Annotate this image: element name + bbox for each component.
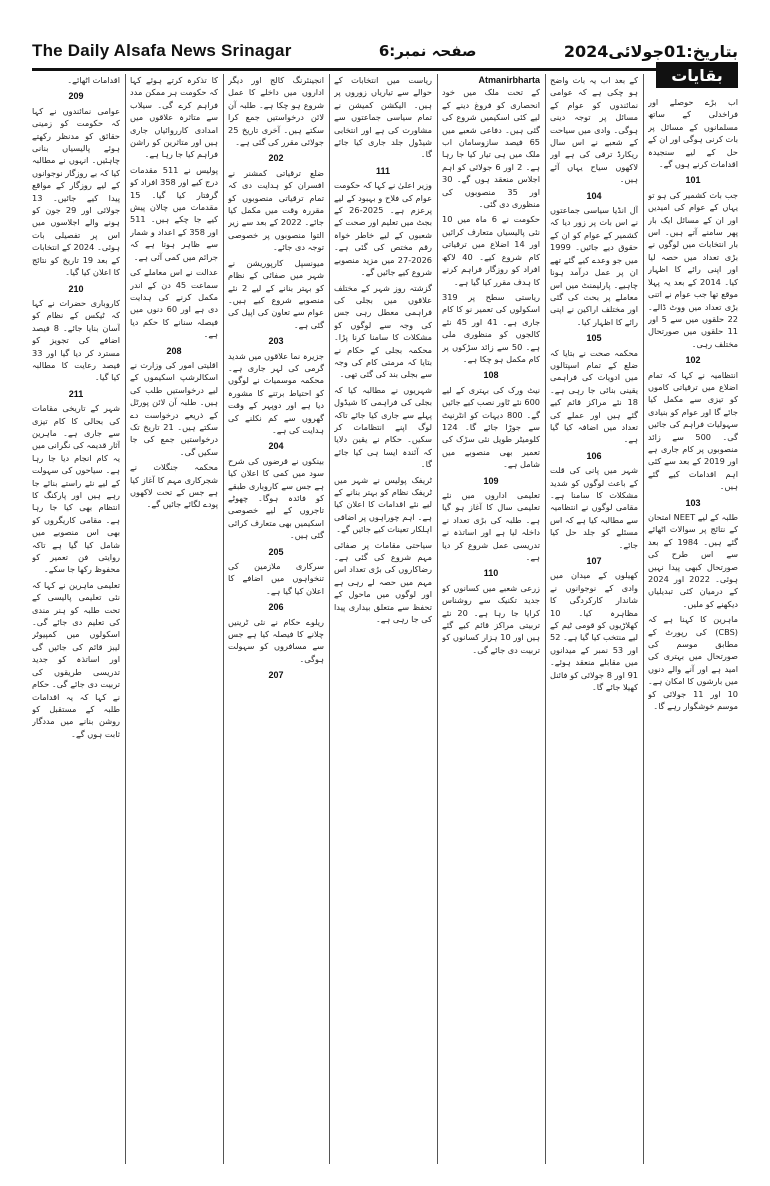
article-paragraph: ضلع ترقیاتی کمشنر نے افسران کو ہدایت دی کہ تمام ترقیاتی منصوبوں کو مقررہ وقت میں مکمل کیا جائے۔ 2022 کے بعد سے زیر التوا منصوبوں پر خصوصی توجہ دی جائے۔ <box>228 167 324 253</box>
column-7 <box>32 74 120 1164</box>
article-paragraph: عدالت نے اس معاملے کی سماعت 45 دن کے اندر مکمل کرنے کی ہدایت دی ہے اور 60 دنوں میں فیصلہ سنانے کا حکم دیا ہے۔ <box>130 267 218 340</box>
article-number: 203 <box>268 336 284 347</box>
article-paragraph: حکومت نے 6 ماہ میں 10 نئی پالیسیاں متعارف کرائیں اور 14 اضلاع میں ترقیاتی کام شروع کیے۔ 40 لاکھ افراد کو روزگار فراہم کرنے کا ہدف مقرر کیا گیا ہے۔ <box>442 214 540 287</box>
article-number: 109 <box>483 475 499 486</box>
article-paragraph: ریاست میں انتخابات کے حوالے سے تیاریاں زوروں پر ہیں۔ الیکشن کمیشن نے تمام سیاسی جماعتوں سے مشاورت کی ہے اور انتخابی شیڈول جلد جاری کیا جائے گا۔ <box>334 75 432 160</box>
column-divider <box>223 74 224 1164</box>
article-paragraph: تعلیمی اداروں میں نئے تعلیمی سال کا آغاز ہو گیا ہے۔ طلبہ کی بڑی تعداد نے داخلہ لیا ہے اور اساتذہ نے تدریسی عمل شروع کر دیا ہے۔ <box>442 490 540 563</box>
article-paragraph: ماہرین کا کہنا ہے کہ (CBS) کی رپورٹ کے مطابق موسم کی صورتحال میں بہتری کی امید ہے اور آنے والے دنوں میں بارشوں کا امکان ہے۔ 10 اور 11 جولائی کو موسم خوشگوار رہے گا۔ <box>648 614 738 712</box>
column-divider <box>545 74 546 1164</box>
article-number: 101 <box>685 175 701 186</box>
article-keyword: Atmanirbharta <box>478 75 540 85</box>
article-paragraph: سیاحتی مقامات پر صفائی مہم شروع کی گئی ہے۔ رضاکاروں کی بڑی تعداد اس مہم میں حصہ لے رہی ہے اور لوگوں میں ماحول کے تحفظ سے متعلق بیداری پیدا کی جا رہی ہے۔ <box>334 539 432 625</box>
article-paragraph: محکمہ جنگلات نے شجرکاری مہم کا آغاز کیا ہے جس کے تحت لاکھوں پودے لگائے جائیں گے۔ <box>130 462 218 510</box>
column-5 <box>228 74 324 1164</box>
article-paragraph: شہریوں نے مطالبہ کیا کہ بجلی کی فراہمی کا شیڈول پہلے سے جاری کیا جائے تاکہ لوگ اپنے انتظامات کر سکیں۔ حکام نے یقین دلایا کہ آئندہ ایسا ہی کیا جائے گا۔ <box>334 384 432 470</box>
article-paragraph: ریلوے حکام نے نئی ٹرینیں چلانے کا فیصلہ کیا ہے جس سے مسافروں کو سہولت ہوگی۔ <box>228 616 324 664</box>
article-paragraph: انتظامیہ نے کہا کہ تمام اضلاع میں ترقیاتی کاموں کو تیزی سے مکمل کیا جائے گا اور عوام کو بنیادی سہولیات فراہم کی جائیں گی۔ 500 سے زائد منصوبوں پر کام جاری ہے اور 2019 کے بعد سے کئی اہم اقدامات کیے گئے ہیں۔ <box>648 369 738 492</box>
article-number: 204 <box>268 441 284 452</box>
column-1 <box>648 96 738 1186</box>
column-3 <box>442 74 540 1164</box>
article-number: 107 <box>586 556 602 567</box>
article-number: 103 <box>685 497 701 508</box>
article-columns <box>32 74 738 1166</box>
article-number: 202 <box>268 153 284 164</box>
article-number: 111 <box>375 165 391 176</box>
article-paragraph: جزیرہ نما علاقوں میں شدید گرمی کی لہر جاری ہے۔ محکمہ موسمیات نے لوگوں کو احتیاط برتنے کا مشورہ دیا ہے اور دوپہر کے وقت گھروں سے کم نکلنے کی ہدایت کی ہے۔ <box>228 350 324 435</box>
article-paragraph: عوامی نمائندوں نے کہا کہ حکومت کو زمینی حقائق کو مدنظر رکھتے ہوئے پالیسیاں بنانی چاہئیں۔ انہوں نے مطالبہ کیا کہ بے روزگار نوجوانوں کے لیے روزگار کے مواقع پیدا کیے جائیں۔ 13 جولائی اور 29 جون کو ہونے والے اجلاسوں میں اس پر تفصیلی بات ہوئی۔ 2024 کے انتخابات کے بعد 19 تاریخ کو نتائج کا اعلان کیا گیا۔ <box>32 105 120 278</box>
article-paragraph: زرعی شعبے میں کسانوں کو جدید تکنیک سے روشناس کرایا جا رہا ہے۔ 20 نئے تربیتی مراکز قائم کیے گئے ہیں اور 10 ہزار کسانوں کو تربیت دی جائے گی۔ <box>442 582 540 655</box>
section-banner: بقایات <box>656 62 738 88</box>
article-paragraph: گزشتہ روز شہر کے مختلف علاقوں میں بجلی کی فراہمی معطل رہی جس کی وجہ سے لوگوں کو مشکلات کا سامنا کرنا پڑا۔ محکمہ بجلی کے حکام نے بتایا کہ مرمتی کام کی وجہ سے بجلی بند کی گئی تھی۔ <box>334 282 432 380</box>
article-paragraph: بینکوں نے قرضوں کی شرح سود میں کمی کا اعلان کیا ہے جس سے کاروباری طبقے کو فائدہ ہوگا۔ چھوٹے تاجروں کے لیے خصوصی اسکیمیں بھی متعارف کرائی گئی ہیں۔ <box>228 455 324 541</box>
article-number: 207 <box>268 670 284 681</box>
article-number: 205 <box>268 546 284 557</box>
article-paragraph: شہر میں پانی کی قلت کے باعث لوگوں کو شدید مشکلات کا سامنا ہے۔ مقامی لوگوں نے انتظامیہ سے مطالبہ کیا ہے کہ اس مسئلے کو جلد حل کیا جائے۔ <box>550 465 638 550</box>
article-paragraph: سرکاری ملازمین کی تنخواہوں میں اضافے کا اعلان کیا گیا ہے۔ <box>228 561 324 596</box>
column-2 <box>550 74 638 1164</box>
article-number: 206 <box>268 602 284 613</box>
masthead-title: The Daily Alsafa News Srinagar <box>32 41 292 60</box>
article-paragraph: کھیلوں کے میدان میں وادی کے نوجوانوں نے شاندار کارکردگی کا مظاہرہ کیا۔ 10 کھلاڑیوں کو قومی ٹیم کے لیے منتخب کیا گیا ہے۔ 52 اور 53 نمبر کے میدانوں میں مقابلے منعقد ہوئے۔ 91 اور 8 جولائی کو فائنل کھیلا جائے گا۔ <box>550 570 638 693</box>
article-paragraph: انجینئرنگ کالج اور دیگر اداروں میں داخلے کا عمل شروع ہو چکا ہے۔ طلبہ آن لائن درخواستیں جمع کرا سکتے ہیں۔ آخری تاریخ 25 جولائی مقرر کی گئی ہے۔ <box>228 75 324 148</box>
column-divider <box>437 74 438 1164</box>
article-paragraph: اقلیتی امور کی وزارت نے اسکالرشپ اسکیموں کے لیے درخواستیں طلب کی ہیں۔ طلبہ آن لائن پورٹل کے ذریعے درخواست دے سکتے ہیں۔ 21 تاریخ تک درخواستیں جمع کی جا سکیں گی۔ <box>130 359 218 457</box>
article-paragraph: اقدامات اٹھائے۔ <box>67 75 120 85</box>
article-paragraph: نیٹ ورک کی بہتری کے لیے 600 نئے ٹاور نصب کیے جائیں گے۔ 800 دیہات کو انٹرنیٹ سے جوڑا جائے گا۔ 124 کلومیٹر طویل نئی سڑک کی تعمیر بھی منصوبے میں شامل ہے۔ <box>442 384 540 470</box>
column-6 <box>130 74 218 1164</box>
article-paragraph: کاروباری حضرات نے کہا کہ ٹیکس کے نظام کو آسان بنایا جائے۔ 8 فیصد اضافے کی تجویز کو مسترد کر دیا گیا اور 33 فیصد رعایت کا مطالبہ کیا گیا۔ <box>32 297 120 383</box>
date-line: بتاریخ:01جولائی2024 <box>563 41 738 61</box>
article-paragraph: اب بڑے حوصلے اور فراخدلی کے ساتھ مسلمانوں کے مسائل پر بات کرنی ہوگی اور ان کے حل کے لیے سنجیدہ اقدامات کرنے ہوں گے۔ <box>648 97 738 170</box>
article-number: 106 <box>586 450 602 461</box>
article-paragraph: میونسپل کارپوریشن نے شہر میں صفائی کے نظام کو بہتر بنانے کے لیے 2 نئے منصوبے شروع کیے ہیں۔ عوام سے تعاون کی اپیل کی گئی ہے۔ <box>228 257 324 330</box>
page-header <box>32 34 738 71</box>
article-number: 208 <box>166 345 182 356</box>
column-divider <box>125 74 126 1164</box>
article-number: 105 <box>586 333 602 344</box>
article-number: 110 <box>483 568 499 579</box>
article-paragraph: کا تذکرہ کرتے ہوئے کہا کہ حکومت ہر ممکن مدد فراہم کرے گی۔ سیلاب سے متاثرہ علاقوں میں امدادی کارروائیاں جاری ہیں اور متاثرین کو راشن فراہم کیا جا رہا ہے۔ <box>130 75 218 160</box>
article-paragraph: پولیس نے 511 مقدمات درج کیے اور 358 افراد کو گرفتار کیا گیا۔ 15 مقدمات میں چالان پیش کیے جا چکے ہیں۔ 511 اور 358 کے اعداد و شمار سے ظاہر ہوتا ہے کہ جرائم میں کمی آئی ہے۔ <box>130 164 218 262</box>
article-paragraph: شہر کے تاریخی مقامات کی بحالی کا کام تیزی سے جاری ہے۔ ماہرین آثار قدیمہ کی نگرانی میں یہ کام انجام دیا جا رہا ہے۔ سیاحوں کی سہولت کے لیے نئے راستے بنائے جا رہے ہیں اور پارکنگ کا انتظام بھی کیا جا رہا ہے۔ مقامی کاریگروں کو بھی اس منصوبے میں شامل کیا گیا ہے تاکہ روایتی فن تعمیر کو محفوظ رکھا جا سکے۔ <box>32 403 120 575</box>
article-number: 210 <box>68 283 84 294</box>
page-number: صفحہ نمبر:6 <box>378 42 477 60</box>
article-paragraph: جب بات کشمیر کی ہو تو یہاں کے عوام کی امیدیں اور ان کے مسائل ایک بار پھر سامنے آتے ہیں۔ اس بار انتخابات میں لوگوں نے بڑی تعداد میں حصہ لیا اور اپنی رائے کا اظہار کیا۔ 2014 کے بعد یہ پہلا موقع تھا جب عوام نے اتنی بڑی تعداد میں ووٹ ڈالے۔ 22 حلقوں میں سے 5 اور 11 حلقوں میں صورتحال مختلف رہی۔ <box>648 189 738 349</box>
article-number: 209 <box>68 91 84 102</box>
column-divider <box>329 74 330 1164</box>
article-paragraph: وزیر اعلیٰ نے کہا کہ حکومت عوام کی فلاح و بہبود کے لیے پرعزم ہے۔ 2025-26 کے بجٹ میں تعلیم اور صحت کے شعبوں کے لیے خاطر خواہ رقم مختص کی گئی ہے۔ 2026-27 میں مزید منصوبے شروع کیے جائیں گے۔ <box>334 180 432 278</box>
article-paragraph: ریاستی سطح پر 319 اسکولوں کی تعمیر نو کا کام جاری ہے۔ 41 اور 45 نئے کالجوں کو منظوری ملی ہے۔ 50 سے زائد سڑکوں پر کام مکمل ہو چکا ہے۔ <box>442 291 540 364</box>
article-paragraph: کے تحت ملک میں خود انحصاری کو فروغ دینے کے لیے کئی اسکیمیں شروع کی گئی ہیں۔ دفاعی شعبے میں 65 فیصد سازوسامان اب ملک میں ہی تیار کیا جا رہا ہے۔ 2 اور 6 جولائی کو اہم اجلاس منعقد ہوں گے۔ 30 اور 35 منصوبوں کی منظوری دی گئی۔ <box>442 87 540 210</box>
article-number: 104 <box>586 190 602 201</box>
article-paragraph: ٹریفک پولیس نے شہر میں ٹریفک نظام کو بہتر بنانے کے لیے نئے اقدامات کا اعلان کیا ہے۔ اہم چوراہوں پر اضافی اہلکار تعینات کیے جائیں گے۔ <box>334 474 432 535</box>
article-number: 108 <box>483 370 499 381</box>
article-number: 211 <box>68 388 84 399</box>
column-4 <box>334 74 432 1164</box>
article-paragraph: محکمہ صحت نے بتایا کہ ضلع کے تمام اسپتالوں میں ادویات کی فراہمی یقینی بنائی جا رہی ہے۔ 18 نئے مراکز قائم کیے گئے ہیں اور عملے کی تعداد میں اضافہ کیا گیا ہے۔ <box>550 347 638 445</box>
column-divider <box>643 74 644 1164</box>
article-paragraph: آل انڈیا سیاسی جماعتوں نے اس بات پر زور دیا کہ کشمیر کے عوام کو ان کے حقوق دیے جائیں۔ 1999 میں جو وعدے کیے گئے تھے ان پر عمل درآمد ہونا چاہیے۔ پارلیمنٹ میں اس معاملے پر بحث کی گئی اور مختلف اراکین نے اپنی رائے کا اظہار کیا۔ <box>550 205 638 327</box>
article-paragraph: تعلیمی ماہرین نے کہا کہ نئی تعلیمی پالیسی کے تحت طلبہ کو ہنر مندی کی تعلیم دی جائے گی۔ اسکولوں میں کمپیوٹر لیبز قائم کی جائیں گی اور اساتذہ کو جدید تدریسی طریقوں کی تربیت دی جائے گی۔ حکام نے کہا کہ یہ اقدامات طلبہ کے مستقبل کو روشن بنانے میں مددگار ثابت ہوں گے۔ <box>32 579 120 739</box>
article-number: 102 <box>685 355 701 366</box>
article-paragraph: طلبہ کے لیے NEET امتحان کے نتائج پر سوالات اٹھائے گئے ہیں۔ 1984 کے بعد سے اس طرح کی صورتحال کبھی پیدا نہیں ہوئی۔ 2022 اور 2024 کے درمیان کئی تبدیلیاں دیکھنے کو ملیں۔ <box>648 512 738 609</box>
article-paragraph: کے بعد اب یہ بات واضح ہو چکی ہے کہ عوامی نمائندوں کو عوام کے مسائل پر توجہ دینی ہوگی۔ وادی میں سیاحت کے شعبے نے اس سال ریکارڈ ترقی کی ہے اور لاکھوں سیاح یہاں آئے ہیں۔ <box>550 75 638 185</box>
